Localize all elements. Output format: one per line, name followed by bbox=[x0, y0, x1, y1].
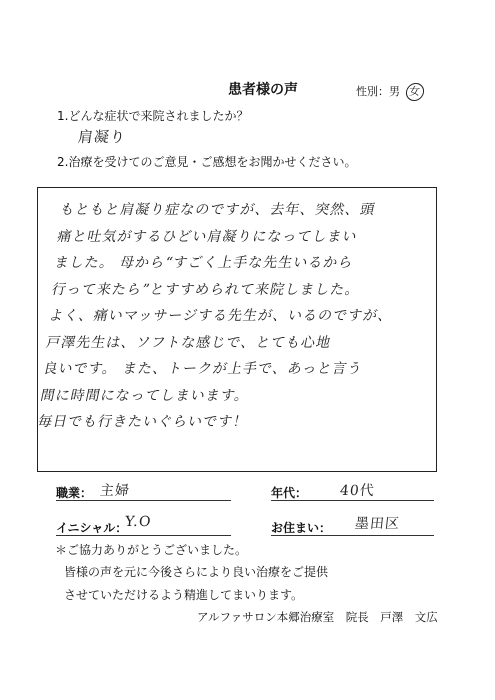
comment-line: 行って来たら”とすすめられて来院しました。 bbox=[50, 281, 362, 298]
comment-line: 痛と吐気がするひどい肩凝りになってしまい bbox=[55, 228, 360, 245]
gender-label: 性別：男 bbox=[356, 85, 400, 98]
address-label: お住まい： bbox=[271, 521, 332, 535]
initial-value: Y.O bbox=[124, 514, 153, 530]
age-label: 年代： bbox=[271, 486, 308, 500]
comment-line: 良いです。 また、トークが上手で、あっと言う bbox=[41, 361, 365, 377]
address-underline bbox=[271, 535, 434, 536]
clinic-signature: アルファサロン本郷治療室 院長 戸澤 文広 bbox=[197, 610, 438, 624]
initial-underline bbox=[56, 535, 231, 536]
age-underline bbox=[271, 500, 434, 501]
comment-line: 戸澤先生は、ソフトな感じで、とても心地 bbox=[44, 334, 333, 351]
occupation-value: 主婦 bbox=[99, 483, 131, 499]
comment-line: 間に時間になってしまいます。 bbox=[39, 387, 252, 404]
question-2: 2.治療を受けてのご意見・ご感想をお聞かせください。 bbox=[57, 155, 357, 169]
question-1: 1.どんな症状で来院されましたか？ bbox=[57, 109, 249, 123]
age-value: 40代 bbox=[339, 483, 376, 499]
page-title: 患者様の声 bbox=[228, 82, 298, 98]
gender-field bbox=[356, 83, 424, 101]
closing-line-1: 皆様の声を元に今後さらにより良い治療をご提供 bbox=[64, 565, 329, 579]
comment-line: ました。 母から“すごく上手な先生いるから bbox=[52, 255, 355, 271]
occupation-label: 職業： bbox=[56, 486, 93, 500]
answer-1: 肩凝り bbox=[77, 128, 127, 146]
initial-label: イニシャル： bbox=[56, 521, 128, 535]
comment-line: 毎日でも行きたいぐらいです！ bbox=[36, 414, 250, 430]
closing-line-2: させていただけるよう精進してまいります。 bbox=[64, 588, 304, 602]
comment-line: もともと肩凝り症なのですが、去年、突然、頭 bbox=[58, 202, 377, 218]
thanks-note: ＊ご協力ありがとうございました。 bbox=[55, 543, 248, 557]
gender-selected-circle: 女 bbox=[405, 83, 425, 101]
address-value: 墨田区 bbox=[354, 516, 401, 532]
occupation-underline bbox=[56, 500, 231, 501]
comment-text bbox=[36, 197, 441, 436]
comment-line: よく、痛いマッサージする先生が、いるのですが、 bbox=[47, 308, 395, 324]
